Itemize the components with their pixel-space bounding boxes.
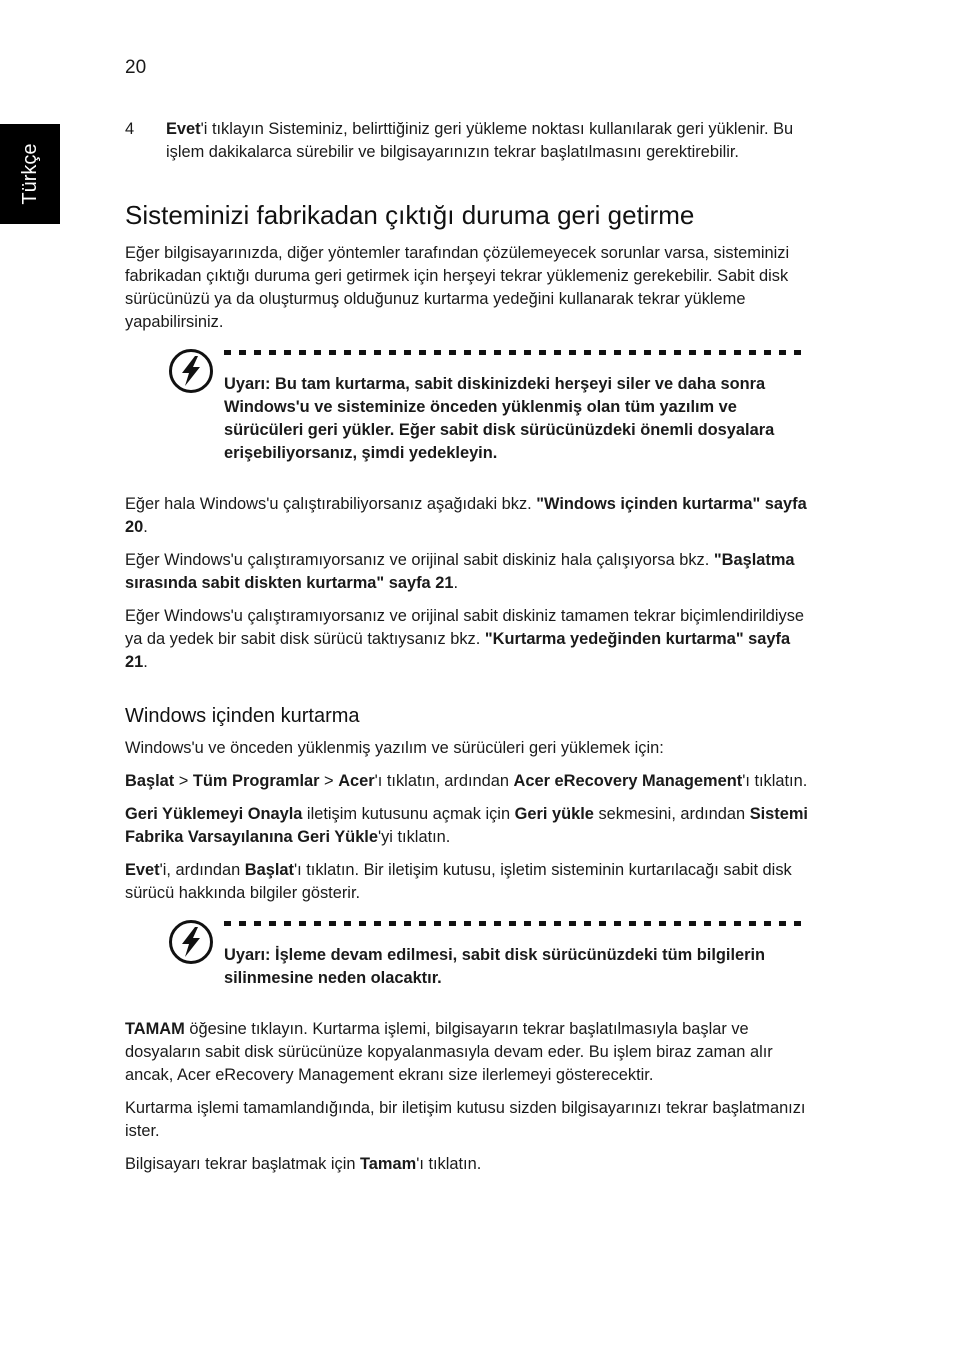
warning-lightning-icon: [168, 919, 214, 965]
text: .: [143, 518, 148, 536]
text: öğesine tıklayın. Kurtarma işlemi, bilgisayarın tekrar başlatılmasıyla başlar ve dosyaların sabit disk sürücünüze kopyalanmasıyla devam eder. Bu işlem biraz zaman alır ancak, Acer eRecovery Management ekranı size ilerlemeyi gösterecektir.: [125, 1020, 773, 1084]
ok-instructions: [125, 1018, 815, 1087]
link-backup-recovery[interactable]: "Kurtarma yedeğinden kurtarma" sayfa 21: [125, 630, 791, 671]
bold-acer: Acer: [338, 772, 375, 790]
step-bold: Evet: [166, 120, 201, 138]
separator: >: [319, 772, 339, 790]
bold-ok: TAMAM: [125, 1020, 185, 1038]
bold-start: Başlat: [125, 772, 175, 790]
dotted-divider: [224, 350, 809, 355]
text: 'yi tıklatın.: [377, 828, 451, 846]
subsection-title: Windows içinden kurtarma: [125, 705, 360, 727]
text: 'ı tıklatın.: [416, 1155, 482, 1173]
intro-paragraph: Eğer bilgisayarınızda, diğer yöntemler tarafından çözülemeyecek sorunlar varsa, sisteminizi fabrikadan çıktığı duruma geri getirmek için herşeyi tekrar yüklemeniz gerekebilir. Sabit disk sürücünüzü ya da oluşturmuş olduğunuz kurtarma yedeğini kullanarak tekrar yükleme yapabilirsiniz.: [125, 244, 790, 331]
bold-ok-button: Tamam: [360, 1155, 417, 1173]
step-number: 4: [125, 120, 135, 138]
text: iletişim kutusunu açmak için: [302, 805, 515, 823]
text: Eğer Windows'u çalıştıramıyorsanız ve orijinal sabit diskiniz hala çalışıyorsa bkz.: [125, 551, 714, 569]
step-text: [166, 120, 793, 161]
bold-confirm-restore: Geri Yüklemeyi Onayla: [125, 805, 303, 823]
language-tab-label: Türkçe: [19, 143, 41, 205]
text: 'i, ardından: [159, 861, 245, 879]
yes-instructions: [125, 859, 815, 905]
bold-restore-tab: Geri yükle: [514, 805, 594, 823]
text: Bilgisayarı tekrar başlatmak için: [125, 1155, 361, 1173]
text: 'ı tıklatın. Bir iletişim kutusu, işletim sisteminin kurtarılacağı sabit disk sürücü hakkında bilgiler gösterir.: [125, 861, 792, 902]
paragraph-hdd-reformatted: [125, 605, 815, 674]
warning-text-2: Uyarı: İşleme devam edilmesi, sabit disk sürücünüzdeki tüm bilgilerin silinmesine neden olacaktır.: [224, 946, 766, 987]
step-rest: 'i tıklayın Sisteminiz, belirttiğiniz geri yükleme noktası kullanılarak geri yüklenir. Bu işlem dakikalarca sürebilir ve bilgisayarınızın tekrar başlatılmasını gerektirebilir.: [166, 120, 794, 161]
page-content: [125, 118, 815, 1186]
text: 'ı tıklatın.: [742, 772, 808, 790]
restart-instructions: [125, 1153, 815, 1176]
text: .: [453, 574, 459, 592]
language-tab: [0, 124, 60, 224]
text: sekmesini, ardından: [593, 805, 750, 823]
warning-text-1: Uyarı: Bu tam kurtarma, sabit diskinizdeki herşeyi siler ve daha sonra Windows'u ve sisteminize önceden yüklenmiş olan tüm yazılım ve sürücüleri geri yükler. Eğer sabit disk sürücünüzdeki önemli dosyalara erişebiliyorsanız, şimdi yedekleyin.: [224, 375, 775, 462]
bold-factory-default: Sistemi Fabrika Varsayılanına Geri Yükle: [125, 805, 808, 846]
step-4: [125, 118, 815, 164]
page-number: 20: [125, 57, 147, 78]
bold-all-programs: Tüm Programlar: [192, 772, 320, 790]
navigation-instructions: [125, 770, 815, 793]
subsection-intro: Windows'u ve önceden yüklenmiş yazılım ve sürücüleri geri yüklemek için:: [125, 739, 664, 757]
text: Eğer Windows'u çalıştıramıyorsanız ve orijinal sabit diskiniz tamamen tekrar biçimlendirildiyse ya da yedek bir sabit disk sürücü taktıysanız bkz.: [125, 607, 805, 648]
section-title: Sisteminizi fabrikadan çıktığı duruma geri getirme: [125, 200, 695, 230]
warning-lightning-icon: [168, 348, 214, 394]
bold-start-button: Başlat: [244, 861, 294, 879]
separator: >: [174, 772, 193, 790]
paragraph-windows-running: [125, 493, 815, 539]
confirm-instructions: [125, 803, 815, 849]
link-windows-recovery[interactable]: "Windows içinden kurtarma" sayfa 20: [125, 495, 807, 536]
dotted-divider: [224, 921, 809, 926]
link-startup-recovery[interactable]: "Başlatma sırasında sabit diskten kurtarma" sayfa 21: [125, 551, 795, 592]
bold-yes: Evet: [125, 861, 160, 879]
warning-box-2: [125, 921, 815, 990]
text: Eğer hala Windows'u çalıştırabiliyorsanız aşağıdaki bkz.: [125, 495, 537, 513]
bold-erecovery: Acer eRecovery Management: [513, 772, 743, 790]
completion-paragraph: Kurtarma işlemi tamamlandığında, bir iletişim kutusu sizden bilgisayarınızı tekrar başlatmanızı ister.: [125, 1099, 806, 1140]
paragraph-hdd-working: [125, 549, 815, 595]
warning-box-1: [125, 350, 815, 465]
text: .: [143, 653, 148, 671]
text: 'ı tıklatın, ardından: [374, 772, 514, 790]
